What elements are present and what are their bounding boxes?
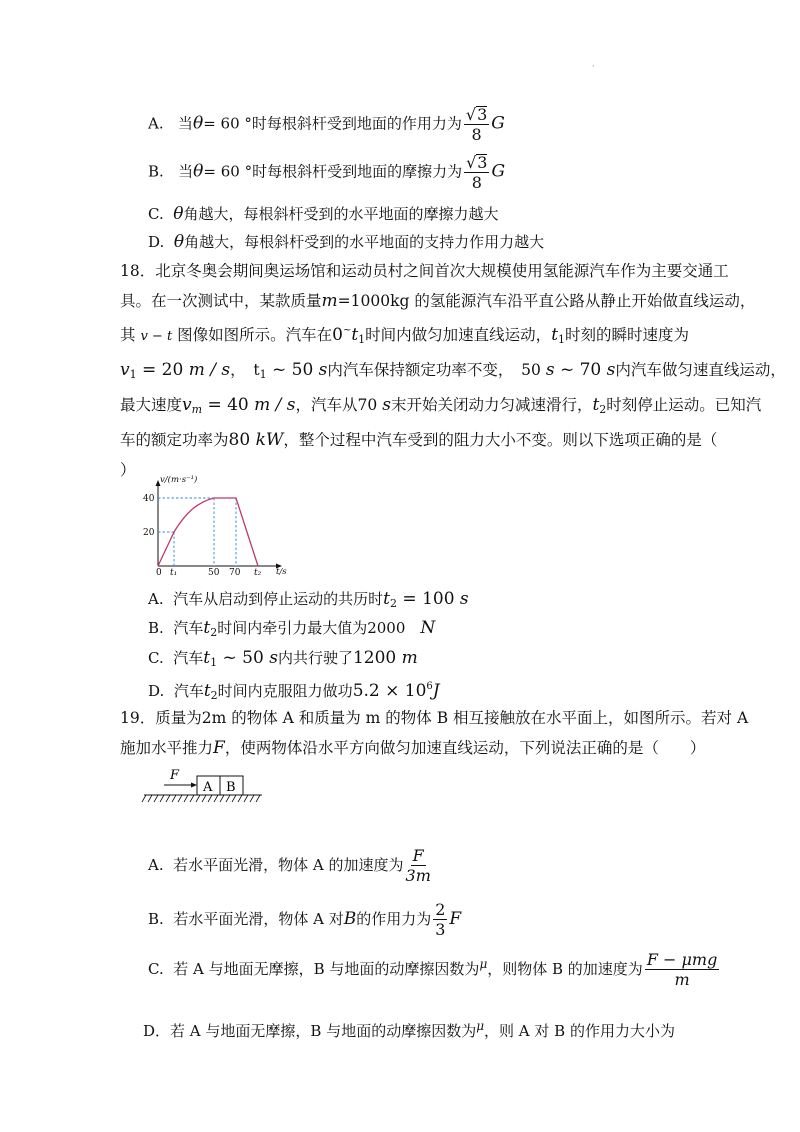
numerator: 3 — [477, 153, 488, 172]
q18-option-d: D. 汽车$t_2$时间内克服阻力做功$5.2 \times 10^6J$ — [148, 681, 440, 702]
q18-option-b: B. 汽车$t_2$时间内牵引力最大值为2000 N — [148, 618, 436, 639]
ground-hatch — [142, 795, 260, 802]
stem-line: $v_1 = 20$ m / s， $t_1$ ~ 50 s内汽车保持额定功率不变， 50 s ~ 70 s内汽车做匀速直线运动， — [120, 360, 786, 381]
block-figure — [140, 765, 268, 809]
theta-symbol: θ — [193, 161, 204, 182]
stem-line: 具。在一次测试中，某款质量m=1000kg 的氢能源汽车沿平直公路从静止开始做直线运动， — [120, 291, 756, 311]
option-label: B. — [148, 162, 164, 181]
x-axis-label: t/s — [276, 567, 287, 577]
q19-stem — [120, 703, 749, 763]
fraction: $\frac{√3}{8}$ — [465, 105, 488, 144]
vt-chart — [140, 470, 300, 582]
option-text: 角越大，每根斜杆受到的水平地面的支持力作用力越大 — [184, 233, 545, 251]
fraction: $\frac{F}{3m}$ — [405, 846, 431, 885]
stem-line: 19．质量为2m 的物体 A 和质量为 m 的物体 B 相互接触放在水平面上，如图所示。若对 A — [120, 709, 749, 727]
denominator: 8 — [471, 125, 482, 144]
option-text: 角越大，每根斜杆受到的水平地面的摩擦力越大 — [183, 205, 499, 223]
stem-line: 18．北京冬奥会期间奥运场馆和运动员村之间首次大规模使用氢能源汽车作为主要交通工 — [120, 262, 729, 280]
theta-symbol: θ — [173, 232, 185, 252]
q19-option-c: C. 若 A 与地面无摩擦，B 与地面的动摩擦因数为$^\mu$，则物体 B 的加速度为 $\frac{\text{F − μmg}}{m}$ — [148, 950, 718, 989]
stem-line: 最大速度$v_m = 40$ m / s，汽车从70 s末开始关闭动力匀减速滑行，$t_2$时刻停止运动。已知汽 — [120, 395, 762, 416]
option-label: A. — [148, 114, 164, 133]
block-b-label: B — [226, 780, 236, 795]
angle-value: = 60 ° — [203, 114, 252, 133]
force-label: F — [170, 768, 180, 783]
x-tick-70: 70 — [229, 568, 241, 578]
option-label: D． — [143, 1022, 171, 1040]
q18-stem — [120, 256, 786, 485]
numerator: 3 — [477, 105, 488, 124]
q17-option-a — [148, 106, 505, 143]
option-label: B. — [148, 910, 164, 928]
x-tick-50: 50 — [208, 568, 220, 578]
y-tick-40: 40 — [143, 494, 155, 504]
option-label: C. — [148, 205, 164, 223]
block-a-label: A — [203, 780, 213, 795]
option-text: 时每根斜杆受到地面的作用力为 — [251, 114, 462, 133]
y-axis-label: v/(m·s⁻¹) — [160, 475, 198, 485]
stem-line: 其 v − t 图像如图所示。汽车在$0^\sim t_1$时间内做匀加速直线运动，$t_1$时刻的瞬时速度为 — [120, 325, 690, 346]
q19-option-a: A. 若水平面光滑，物体 A 的加速度为 $\frac{F}{3m}$ — [148, 846, 431, 885]
force-arrowhead — [191, 783, 197, 788]
q18-option-a: A. 汽车从启动到停止运动的共历时$t_2 = 100$ s — [148, 589, 469, 610]
fraction: $\frac{\text{F − μmg}}{m}$ — [646, 950, 718, 989]
stem-line: ） — [120, 461, 136, 479]
option-text: 当 — [177, 114, 193, 133]
option-label: D. — [148, 233, 165, 251]
denominator: 8 — [471, 173, 482, 192]
theta-symbol: θ — [173, 204, 184, 224]
q17-option-d — [148, 231, 544, 253]
option-label: C. — [148, 649, 164, 667]
option-label: B. — [148, 619, 164, 637]
option-text: 当 — [178, 162, 194, 181]
gravity-symbol: G — [491, 113, 505, 134]
theta-symbol: θ — [192, 113, 204, 134]
page-dot: · — [592, 62, 595, 71]
option-label: C. — [148, 960, 164, 978]
x-tick-0: 0 — [156, 568, 162, 578]
x-tick-t1: t₁ — [170, 568, 178, 578]
option-text: 时每根斜杆受到地面的摩擦力为 — [252, 162, 463, 181]
stem-line: 车的额定功率为80 kW，整个过程中汽车受到的阻力大小不变。则以下选项正确的是（ — [120, 430, 718, 450]
stem-line: 施加水平推力F，使两物体沿水平方向做匀加速直线运动，下列说法正确的是（ ） — [120, 738, 706, 758]
gravity-symbol: G — [491, 161, 506, 182]
q19-option-d: D．若 A 与地面无摩擦，B 与地面的动摩擦因数为$^\mu$，则 A 对 B 的作用力大小为 — [143, 1019, 675, 1040]
q17-option-b — [148, 154, 505, 191]
q18-option-c: C. 汽车$t_1$ ~ 50 s内共行驶了1200 m — [148, 648, 418, 669]
q17-option-c — [148, 203, 499, 225]
x-tick-t2: t₂ — [254, 568, 262, 578]
fraction: $\frac{√3}{8}$ — [466, 153, 488, 192]
y-tick-20: 20 — [143, 528, 155, 538]
fraction: $\frac{2}{3}$ — [435, 900, 446, 939]
q19-option-b: B. 若水平面光滑，物体 A 对B的作用力为 $\frac{2}{3}$ F — [148, 900, 462, 939]
option-label: A. — [148, 856, 164, 874]
option-label: D. — [148, 682, 165, 700]
option-label: A. — [148, 590, 164, 608]
angle-value: = 60 ° — [203, 162, 253, 181]
